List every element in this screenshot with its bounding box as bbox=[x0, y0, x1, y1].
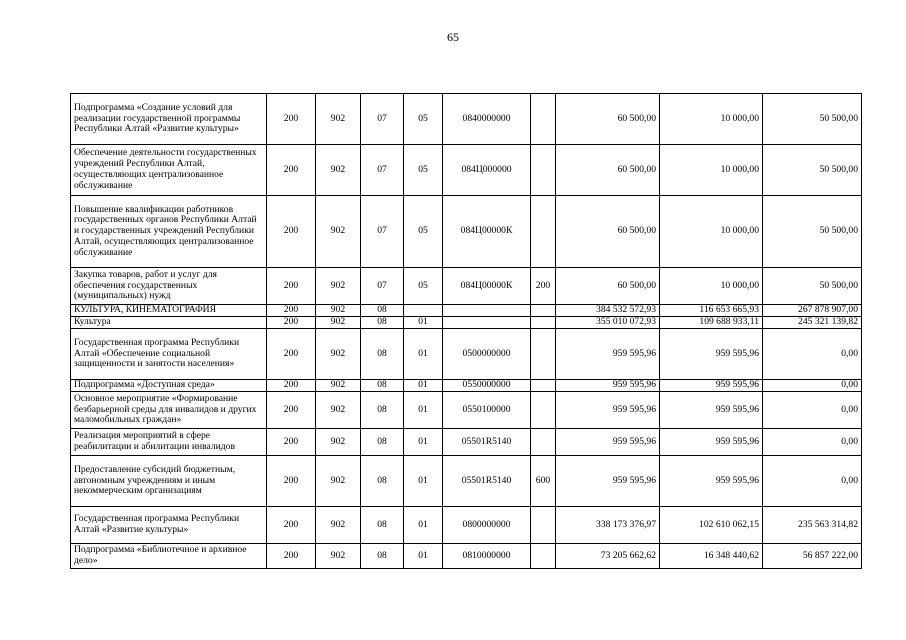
col-expense-type bbox=[531, 507, 556, 544]
col-subsection: 05 bbox=[404, 268, 443, 305]
col-amount-total: 60 500,00 bbox=[556, 94, 660, 145]
col-subsection: 01 bbox=[404, 329, 443, 380]
table-row bbox=[71, 429, 862, 456]
col-code-1: 200 bbox=[267, 429, 316, 456]
col-code-2: 902 bbox=[316, 544, 361, 569]
col-amount-3: 0,00 bbox=[763, 392, 862, 429]
row-name: Подпрограмма «Библиотечное и архивное дело» bbox=[71, 544, 267, 569]
col-code-2: 902 bbox=[316, 380, 361, 392]
col-code-1: 200 bbox=[267, 329, 316, 380]
col-target-article: 084Ц000000 bbox=[443, 145, 531, 196]
col-expense-type bbox=[531, 544, 556, 569]
col-amount-3: 267 878 907,00 bbox=[763, 305, 862, 317]
col-code-2: 902 bbox=[316, 429, 361, 456]
col-expense-type bbox=[531, 380, 556, 392]
col-code-1: 200 bbox=[267, 268, 316, 305]
col-section: 08 bbox=[361, 305, 404, 317]
col-code-2: 902 bbox=[316, 317, 361, 329]
table-row bbox=[71, 317, 862, 329]
col-section: 08 bbox=[361, 380, 404, 392]
col-amount-2: 109 688 933,11 bbox=[660, 317, 763, 329]
table-row bbox=[71, 380, 862, 392]
row-name: Основное мероприятие «Формирование безбарьерной среды для инвалидов и других маломобильных граждан» bbox=[71, 392, 267, 429]
col-subsection bbox=[404, 305, 443, 317]
col-code-2: 902 bbox=[316, 392, 361, 429]
col-subsection: 01 bbox=[404, 380, 443, 392]
col-amount-2: 16 348 440,62 bbox=[660, 544, 763, 569]
table-row bbox=[71, 392, 862, 429]
col-target-article: 084Ц00000К bbox=[443, 268, 531, 305]
col-amount-3: 235 563 314,82 bbox=[763, 507, 862, 544]
col-subsection: 01 bbox=[404, 392, 443, 429]
row-name: Государственная программа Республики Алтай «Обеспечение социальной защищенности и занятости населения» bbox=[71, 329, 267, 380]
col-amount-2: 959 595,96 bbox=[660, 329, 763, 380]
col-code-2: 902 bbox=[316, 268, 361, 305]
col-subsection: 01 bbox=[404, 317, 443, 329]
col-amount-total: 60 500,00 bbox=[556, 145, 660, 196]
col-amount-total: 73 205 662,62 bbox=[556, 544, 660, 569]
col-expense-type bbox=[531, 317, 556, 329]
table-row bbox=[71, 145, 862, 196]
row-name: Подпрограмма «Доступная среда» bbox=[71, 380, 267, 392]
table-row bbox=[71, 196, 862, 268]
col-amount-total: 959 595,96 bbox=[556, 380, 660, 392]
col-amount-2: 959 595,96 bbox=[660, 392, 763, 429]
col-subsection: 05 bbox=[404, 196, 443, 268]
col-amount-3: 0,00 bbox=[763, 456, 862, 507]
col-expense-type bbox=[531, 94, 556, 145]
col-expense-type bbox=[531, 429, 556, 456]
col-subsection: 01 bbox=[404, 507, 443, 544]
col-code-1: 200 bbox=[267, 380, 316, 392]
col-amount-total: 60 500,00 bbox=[556, 196, 660, 268]
col-amount-3: 0,00 bbox=[763, 380, 862, 392]
row-name: Подпрограмма «Создание условий для реализации государственной программы Республики Алтай «Развитие культуры» bbox=[71, 94, 267, 145]
col-target-article bbox=[443, 305, 531, 317]
col-code-1: 200 bbox=[267, 392, 316, 429]
col-amount-total: 384 532 572,93 bbox=[556, 305, 660, 317]
col-amount-total: 338 173 376,97 bbox=[556, 507, 660, 544]
col-section: 08 bbox=[361, 507, 404, 544]
row-name: Предоставление субсидий бюджетным, автономным учреждениям и иным некоммерческим организациям bbox=[71, 456, 267, 507]
col-section: 07 bbox=[361, 145, 404, 196]
col-amount-3: 50 500,00 bbox=[763, 145, 862, 196]
col-code-1: 200 bbox=[267, 544, 316, 569]
col-amount-2: 116 653 665,93 bbox=[660, 305, 763, 317]
col-amount-total: 959 595,96 bbox=[556, 456, 660, 507]
col-subsection: 01 bbox=[404, 456, 443, 507]
col-code-2: 902 bbox=[316, 94, 361, 145]
col-code-1: 200 bbox=[267, 145, 316, 196]
col-section: 08 bbox=[361, 392, 404, 429]
col-amount-2: 959 595,96 bbox=[660, 429, 763, 456]
col-expense-type bbox=[531, 305, 556, 317]
row-name: Обеспечение деятельности государственных учреждений Республики Алтай, осуществляющих централизованное обслуживание bbox=[71, 145, 267, 196]
col-expense-type bbox=[531, 196, 556, 268]
col-amount-2: 10 000,00 bbox=[660, 94, 763, 145]
col-target-article: 0550000000 bbox=[443, 380, 531, 392]
table-row bbox=[71, 268, 862, 305]
col-section: 08 bbox=[361, 317, 404, 329]
col-section: 08 bbox=[361, 544, 404, 569]
col-amount-2: 10 000,00 bbox=[660, 268, 763, 305]
col-code-1: 200 bbox=[267, 456, 316, 507]
col-expense-type bbox=[531, 329, 556, 380]
row-name: КУЛЬТУРА, КИНЕМАТОГРАФИЯ bbox=[71, 305, 267, 317]
col-target-article: 0810000000 bbox=[443, 544, 531, 569]
col-amount-3: 0,00 bbox=[763, 429, 862, 456]
table-row bbox=[71, 94, 862, 145]
col-expense-type: 600 bbox=[531, 456, 556, 507]
col-amount-total: 959 595,96 bbox=[556, 392, 660, 429]
col-amount-3: 245 321 139,82 bbox=[763, 317, 862, 329]
col-target-article: 0550100000 bbox=[443, 392, 531, 429]
table-row bbox=[71, 329, 862, 380]
col-amount-total: 355 010 072,93 bbox=[556, 317, 660, 329]
col-amount-2: 10 000,00 bbox=[660, 145, 763, 196]
col-expense-type bbox=[531, 145, 556, 196]
col-amount-2: 959 595,96 bbox=[660, 456, 763, 507]
col-subsection: 01 bbox=[404, 429, 443, 456]
col-amount-2: 959 595,96 bbox=[660, 380, 763, 392]
col-code-2: 902 bbox=[316, 145, 361, 196]
row-name: Повышение квалификации работников государственных органов Республики Алтай и государственных учреждений Республики Алтай, осуществляющих централизованное обслуживание bbox=[71, 196, 267, 268]
table-row bbox=[71, 305, 862, 317]
col-section: 07 bbox=[361, 196, 404, 268]
col-code-2: 902 bbox=[316, 305, 361, 317]
col-target-article: 084Ц00000К bbox=[443, 196, 531, 268]
row-name: Закупка товаров, работ и услуг для обеспечения государственных (муниципальных) нужд bbox=[71, 268, 267, 305]
col-amount-2: 102 610 062,15 bbox=[660, 507, 763, 544]
col-code-1: 200 bbox=[267, 94, 316, 145]
table-row bbox=[71, 507, 862, 544]
col-subsection: 01 bbox=[404, 544, 443, 569]
col-target-article: 0800000000 bbox=[443, 507, 531, 544]
col-section: 07 bbox=[361, 268, 404, 305]
col-section: 08 bbox=[361, 329, 404, 380]
page-number: 65 bbox=[447, 30, 459, 44]
col-target-article bbox=[443, 317, 531, 329]
col-expense-type bbox=[531, 392, 556, 429]
col-amount-3: 56 857 222,00 bbox=[763, 544, 862, 569]
col-target-article: 05501R5140 bbox=[443, 456, 531, 507]
col-amount-total: 959 595,96 bbox=[556, 429, 660, 456]
col-code-2: 902 bbox=[316, 507, 361, 544]
col-code-2: 902 bbox=[316, 456, 361, 507]
col-amount-3: 50 500,00 bbox=[763, 268, 862, 305]
col-code-1: 200 bbox=[267, 305, 316, 317]
col-expense-type: 200 bbox=[531, 268, 556, 305]
col-amount-3: 0,00 bbox=[763, 329, 862, 380]
col-code-2: 902 bbox=[316, 196, 361, 268]
col-code-2: 902 bbox=[316, 329, 361, 380]
col-subsection: 05 bbox=[404, 145, 443, 196]
col-amount-2: 10 000,00 bbox=[660, 196, 763, 268]
row-name: Государственная программа Республики Алтай «Развитие культуры» bbox=[71, 507, 267, 544]
col-target-article: 0840000000 bbox=[443, 94, 531, 145]
col-section: 08 bbox=[361, 456, 404, 507]
col-target-article: 05501R5140 bbox=[443, 429, 531, 456]
col-target-article: 0500000000 bbox=[443, 329, 531, 380]
col-code-1: 200 bbox=[267, 507, 316, 544]
col-section: 07 bbox=[361, 94, 404, 145]
col-amount-total: 60 500,00 bbox=[556, 268, 660, 305]
col-code-1: 200 bbox=[267, 317, 316, 329]
col-amount-3: 50 500,00 bbox=[763, 196, 862, 268]
col-amount-total: 959 595,96 bbox=[556, 329, 660, 380]
row-name: Реализация мероприятий в сфере реабилитации и абилитации инвалидов bbox=[71, 429, 267, 456]
table-row bbox=[71, 456, 862, 507]
table-row bbox=[71, 544, 862, 569]
col-subsection: 05 bbox=[404, 94, 443, 145]
col-amount-3: 50 500,00 bbox=[763, 94, 862, 145]
col-code-1: 200 bbox=[267, 196, 316, 268]
budget-table bbox=[70, 93, 862, 569]
col-section: 08 bbox=[361, 429, 404, 456]
row-name: Культура bbox=[71, 317, 267, 329]
